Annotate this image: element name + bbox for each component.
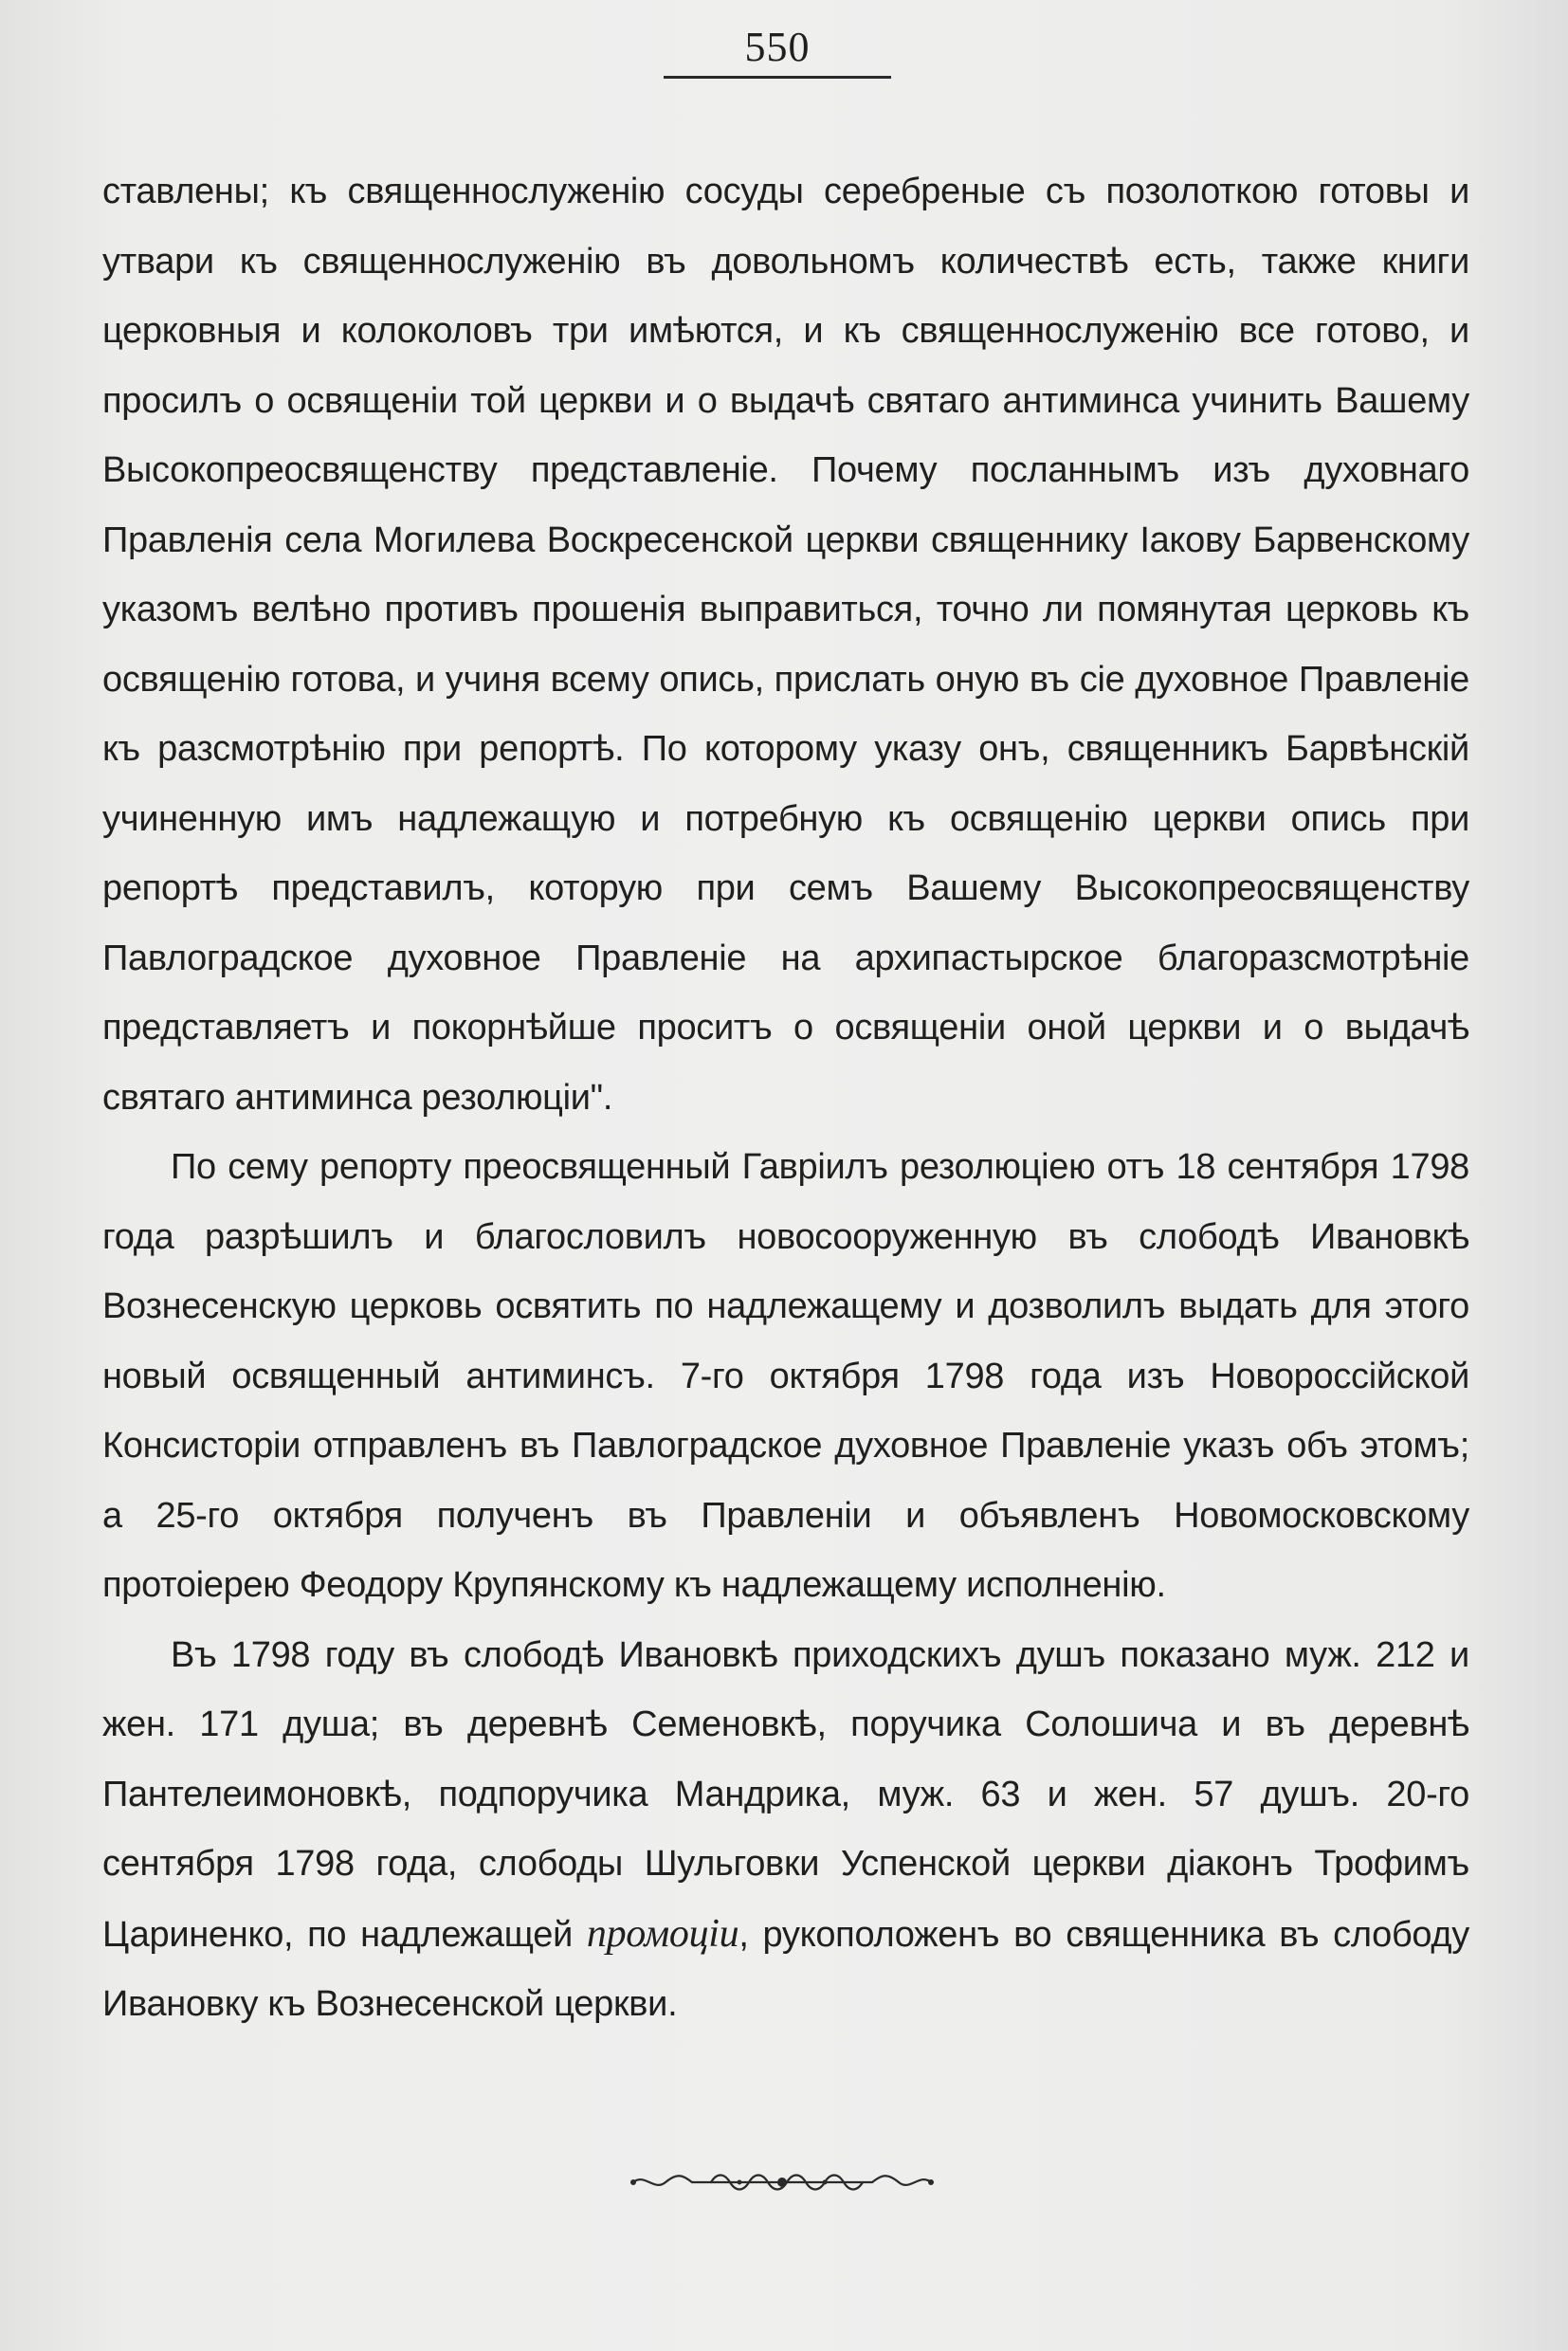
paragraph-continuation: ставлены; къ священнослуженiю сосуды серебреные съ позолоткою готовы и утвари къ священнослуженiю въ довольномъ количествѣ есть, также книги церковныя и колоколовъ три имѣются, и къ священнослуженiю все готово, и просилъ о освященiи той церкви и о выдачѣ святаго антиминса учинить Вашему Высокопреосвященству представленiе. Почему посланнымъ изъ духовнаго Правленiя села Могилева Воскресенской церкви священнику Iакову Барвенскому указомъ велѣно противъ прошенiя выправиться, точно ли помянутая церковь къ освященiю готова, и учиня всему опись, прислать оную въ сiе духовное Правленiе къ разсмотрѣнiю при репортѣ. По которому указу онъ, священникъ Барвѣнскiй учиненную имъ надлежащую и потребную къ освященiю церкви опись при репортѣ представилъ, которую при семъ Вашему Высокопреосвященству Павлоградское духовное Правленiе на архипастырское благоразсмотрѣнiе представляетъ и покорнѣйше проситъ о освященiи оной церкви и о выдачѣ святаго антиминса резолюцiи".	[102, 172, 1469, 1118]
body-text	[102, 157, 1469, 2040]
page-number-rule	[664, 76, 891, 79]
paragraph-resolution: По сему репорту преосвященный Гаврiилъ резолюцiею отъ 18 сентября 1798 года разрѣшилъ и благословилъ новосооруженную въ слободѣ Ивановкѣ Вознесенскую церковь освятить по надлежащему и дозволилъ выдать для этого новый освященный антиминсъ. 7-го октября 1798 года изъ Новороссiйской Консисторiи отправленъ въ Павлоградское духовное Правленiе указъ объ этомъ; а 25-го октября полученъ въ Правленiи и объявленъ Новомосковскому протоiерею Феодору Крупянскому къ надлежащему исполненiю.	[102, 1147, 1469, 1605]
paragraph-parishioners	[102, 1621, 1469, 2040]
emphasis-word: промоцiи	[586, 1911, 739, 1956]
paragraph-parishioners-end: , рукоположенъ во священника въ слободу Ивановку къ Вознесенской церкви.	[102, 1914, 1469, 2024]
ornament-divider	[626, 2161, 939, 2199]
page-number: 550	[744, 24, 811, 70]
paragraph-parishioners-text: Въ 1798 году въ слободѣ Ивановкѣ приходскихъ душъ показано муж. 212 и жен. 171 душа; въ деревнѣ Семеновкѣ, поручика Солошича и въ деревнѣ Пантелеимоновкѣ, подпоручика Мандрика, муж. 63 и жен. 57 душъ. 20-го сентября 1798 года, слободы Шульговки Успенской церкви дiаконъ Трофимъ Цариненко, по надлежащей	[102, 1634, 1469, 1955]
